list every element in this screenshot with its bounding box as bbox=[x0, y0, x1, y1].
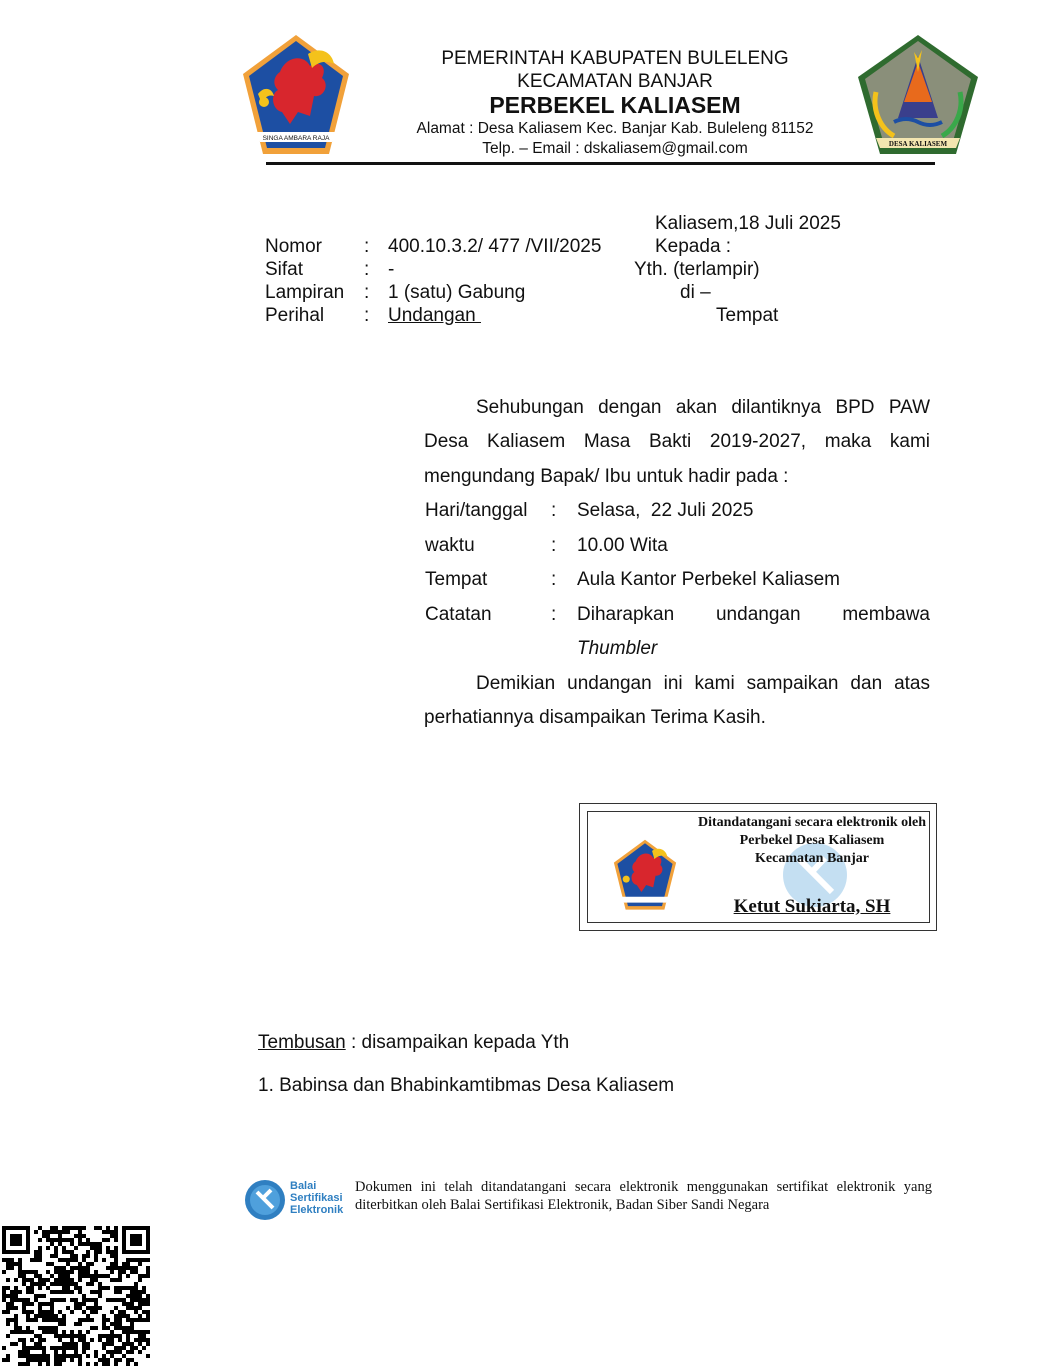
electronic-signature-note: Dokumen ini telah ditandatangani secara elektronik menggunakan sertifikat elektronik yang diterbitkan oleh Balai Sertifikasi Elektronik, Badan Siber Sandi Negara bbox=[355, 1179, 932, 1213]
closing-line-1: Demikian undangan ini kami sampaikan dan atas bbox=[476, 673, 930, 694]
opening-line-2: Desa Kaliasem Masa Bakti 2019-2027, maka kami bbox=[424, 431, 930, 452]
recipient-kepada: Kepada : bbox=[655, 236, 732, 257]
detail-colon-waktu: : bbox=[551, 535, 557, 556]
signature-regency-emblem bbox=[600, 838, 690, 912]
desa-kaliasem-emblem bbox=[854, 32, 982, 158]
recipient-tempat: Tempat bbox=[716, 305, 779, 326]
detail-value-waktu: 10.00 Wita bbox=[577, 535, 668, 556]
lampiran-colon: : bbox=[364, 282, 370, 303]
closing-line-2: perhatiannya disampaikan Terima Kasih. bbox=[424, 707, 766, 728]
verification-qr-code[interactable] bbox=[2, 1226, 150, 1366]
detail-label-waktu: waktu bbox=[425, 535, 475, 556]
place-date: Kaliasem,18 Juli 2025 bbox=[655, 213, 841, 234]
perihal-label: Perihal bbox=[265, 305, 325, 326]
tembusan-line bbox=[258, 1032, 569, 1054]
recipient-di: di – bbox=[680, 282, 711, 303]
detail-colon-catatan: : bbox=[551, 604, 557, 625]
opening-line-3: mengundang Bapak/ Ibu untuk hadir pada : bbox=[424, 466, 789, 487]
bsre-wordmark-line-1: Balai bbox=[290, 1180, 317, 1192]
tembusan-text: : disampaikan kepada Yth bbox=[345, 1032, 570, 1053]
signatory-name: Ketut Sukiarta, SH bbox=[733, 896, 891, 917]
detail-value-catatan-italic: Thumbler bbox=[577, 638, 658, 659]
detail-colon-hari: : bbox=[551, 500, 557, 521]
letterhead-office: PERBEKEL KALIASEM bbox=[489, 92, 741, 118]
detail-label-hari: Hari/tanggal bbox=[425, 500, 528, 521]
bsre-wordmark-line-2: Sertifikasi bbox=[290, 1192, 343, 1204]
recipient-yth: Yth. (terlampir) bbox=[634, 259, 760, 280]
letterhead-address: Alamat : Desa Kaliasem Kec. Banjar Kab. Buleleng 81152 bbox=[416, 120, 814, 137]
detail-label-catatan: Catatan bbox=[425, 604, 492, 625]
signature-district: Kecamatan Banjar bbox=[755, 851, 869, 866]
sifat-value: - bbox=[388, 259, 395, 280]
bsre-wordmark bbox=[290, 1180, 343, 1216]
detail-value-catatan: Diharapkan undangan membawa bbox=[577, 604, 930, 625]
sifat-label: Sifat bbox=[265, 259, 304, 280]
letterhead-divider bbox=[266, 162, 935, 165]
detail-value-hari: Selasa, 22 Juli 2025 bbox=[577, 500, 754, 521]
tembusan-item-1: 1. Babinsa dan Bhabinkamtibmas Desa Kaliasem bbox=[258, 1075, 675, 1096]
nomor-label: Nomor bbox=[265, 236, 323, 257]
buleleng-regency-emblem bbox=[240, 32, 352, 158]
sifat-colon: : bbox=[364, 259, 370, 280]
detail-value-tempat: Aula Kantor Perbekel Kaliasem bbox=[577, 569, 840, 590]
letterhead-government: PEMERINTAH KABUPATEN BULELENG bbox=[441, 48, 789, 69]
bsre-wordmark-line-3: Elektronik bbox=[290, 1204, 344, 1216]
lampiran-value: 1 (satu) Gabung bbox=[388, 282, 526, 303]
signature-signed-by: Ditandatangani secara elektronik oleh bbox=[697, 815, 927, 830]
signature-office: Perbekel Desa Kaliasem bbox=[739, 833, 885, 848]
detail-label-tempat: Tempat bbox=[425, 569, 488, 590]
right-emblem-caption: DESA KALIASEM bbox=[888, 140, 948, 148]
tembusan-label: Tembusan bbox=[258, 1032, 346, 1053]
nomor-value: 400.10.3.2/ 477 /VII/2025 bbox=[388, 236, 602, 257]
letterhead-contact: Telp. – Email : dskaliasem@gmail.com bbox=[482, 140, 748, 157]
detail-colon-tempat: : bbox=[551, 569, 557, 590]
perihal-colon: : bbox=[364, 305, 370, 326]
bsre-logo-icon bbox=[243, 1178, 287, 1222]
perihal-value: Undangan bbox=[388, 305, 481, 326]
left-emblem-caption: SINGA AMBARA RAJA bbox=[262, 135, 330, 142]
letterhead-district: KECAMATAN BANJAR bbox=[517, 71, 713, 92]
opening-line-1: Sehubungan dengan akan dilantiknya BPD PAW bbox=[476, 397, 930, 418]
lampiran-label: Lampiran bbox=[265, 282, 345, 303]
nomor-colon: : bbox=[364, 236, 370, 257]
